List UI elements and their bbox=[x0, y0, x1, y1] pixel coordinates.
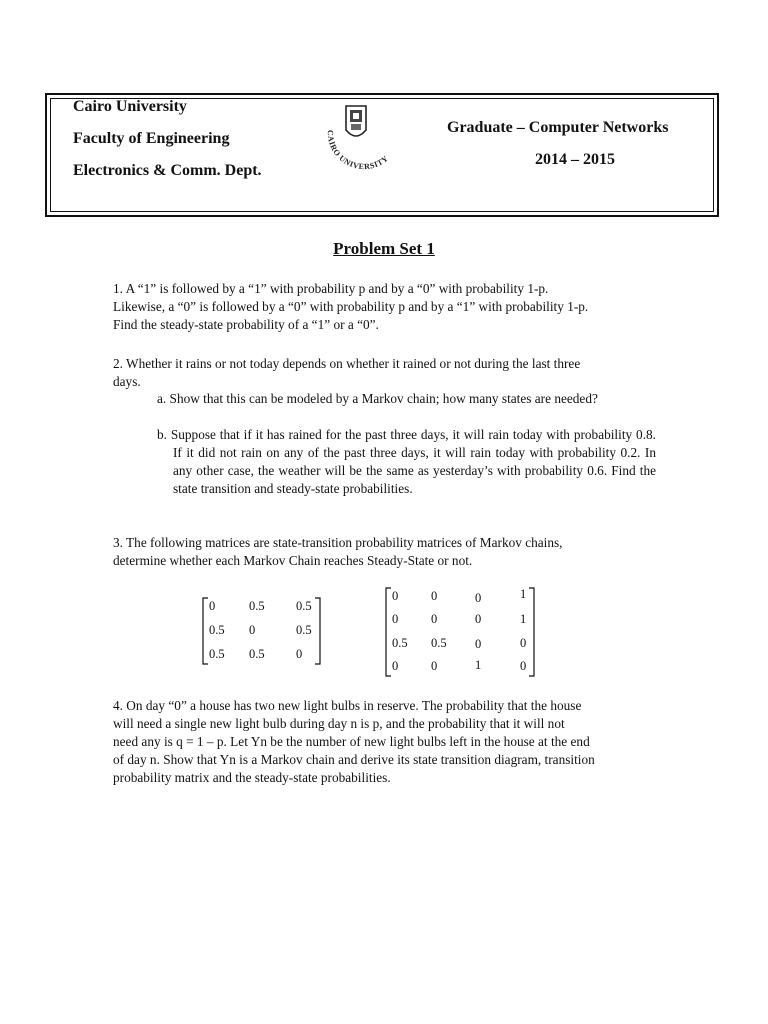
matrix-2-cell: 0 bbox=[392, 612, 399, 626]
problem-4-line-5: probability matrix and the steady-state probabilities. bbox=[113, 770, 391, 785]
matrix-2-cell: 0 bbox=[520, 636, 527, 650]
problem-2-line-1: 2. Whether it rains or not today depends on whether it rained or not during the last three bbox=[113, 356, 581, 371]
logo-text: CAIRO UNIVERSITY bbox=[325, 129, 391, 172]
matrix-1-cell: 0 bbox=[296, 647, 303, 661]
university-name: Cairo University bbox=[73, 98, 187, 115]
problem-1-line-3: Find the steady-state probability of a “1” or a “0”. bbox=[113, 317, 379, 332]
problem-2-intro bbox=[113, 355, 656, 391]
matrix-2 bbox=[383, 586, 540, 678]
problem-2-line-2: days. bbox=[113, 374, 141, 389]
matrix-2-cell: 0 bbox=[431, 589, 438, 603]
problem-3-line-1: 3. The following matrices are state-transition probability matrices of Markov chains, bbox=[113, 535, 563, 550]
matrix-2-cell: 1 bbox=[475, 658, 482, 672]
university-seal-icon bbox=[320, 100, 406, 180]
problem-set-title: Problem Set 1 bbox=[333, 239, 435, 258]
matrix-1-cell: 0 bbox=[249, 623, 256, 637]
faculty-name: Faculty of Engineering bbox=[73, 130, 230, 147]
problem-2a-text: a. Show that this can be modeled by a Markov chain; how many states are needed? bbox=[157, 391, 598, 406]
course-title: Graduate – Computer Networks bbox=[447, 119, 669, 136]
matrix-2-cell: 0 bbox=[431, 659, 438, 673]
matrix-1 bbox=[200, 596, 325, 666]
matrix-2-cell: 0 bbox=[392, 589, 399, 603]
problem-2b bbox=[157, 426, 656, 498]
problem-1-line-2: Likewise, a “0” is followed by a “0” with probability p and by a “1” with probability 1-p. bbox=[113, 299, 589, 314]
problem-3-line-2: determine whether each Markov Chain reaches Steady-State or not. bbox=[113, 553, 473, 568]
matrix-2-cell: 0 bbox=[392, 659, 399, 673]
matrix-2-cell: 1 bbox=[520, 612, 527, 626]
cairo-university-logo bbox=[320, 100, 406, 180]
problem-2b-text: b. Suppose that if it has rained for the past three days, it will rain today with probability 0.8. If it did not rain on any of the past three days, it will rain today with probability 0.2. In any other case, the weather will be the same as yesterday’s with probability 0.6. Find the state transition and steady-state probabilities. bbox=[157, 427, 656, 496]
matrix-2-cell: 0 bbox=[475, 612, 482, 626]
matrix-1-cell: 0.5 bbox=[296, 623, 312, 637]
academic-year: 2014 – 2015 bbox=[535, 151, 615, 168]
matrix-2-cell: 0 bbox=[520, 659, 527, 673]
problem-4-line-1: 4. On day “0” a house has two new light bulbs in reserve. The probability that the house bbox=[113, 698, 582, 713]
matrix-1-cell: 0.5 bbox=[296, 599, 312, 613]
matrix-1-cell: 0.5 bbox=[249, 647, 265, 661]
matrix-1-cell: 0.5 bbox=[209, 647, 225, 661]
problem-4 bbox=[113, 697, 656, 787]
matrix-1-cell: 0.5 bbox=[209, 623, 225, 637]
matrix-2-cell: 0 bbox=[431, 612, 438, 626]
problem-2a bbox=[157, 390, 617, 408]
matrix-1-cell: 0 bbox=[209, 599, 216, 613]
problem-3 bbox=[113, 534, 656, 570]
problem-1-line-1: 1. A “1” is followed by a “1” with probability p and by a “0” with probability 1-p. bbox=[113, 281, 549, 296]
problem-4-line-4: of day n. Show that Yn is a Markov chain and derive its state transition diagram, transition bbox=[113, 752, 595, 767]
matrix-2-cell: 0 bbox=[475, 637, 482, 651]
problem-4-line-3: need any is q = 1 – p. Let Yn be the number of new light bulbs left in the house at the end bbox=[113, 734, 590, 749]
problem-4-line-2: will need a single new light bulb during day n is p, and the probability that it will not bbox=[113, 716, 565, 731]
matrix-2-cell: 0 bbox=[475, 591, 482, 605]
matrix-2-cell: 1 bbox=[520, 587, 527, 601]
matrix-2-cell: 0.5 bbox=[431, 636, 447, 650]
matrix-2-cell: 0.5 bbox=[392, 636, 408, 650]
department-name: Electronics & Comm. Dept. bbox=[73, 162, 262, 179]
matrix-2-brackets bbox=[383, 586, 540, 678]
matrix-1-cell: 0.5 bbox=[249, 599, 265, 613]
problem-1 bbox=[113, 280, 656, 334]
